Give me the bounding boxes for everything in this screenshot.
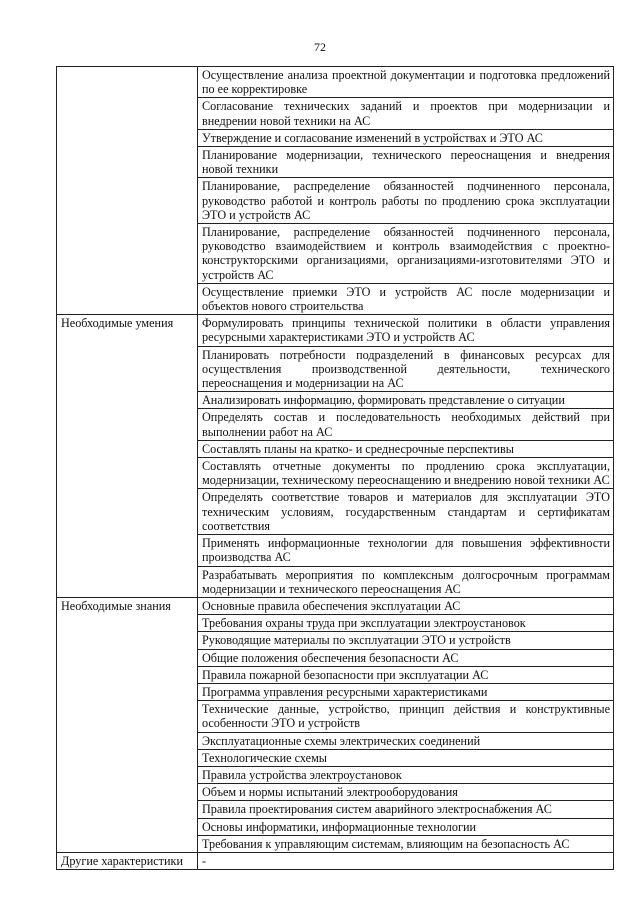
section-item: Утверждение и согласование изменений в устройствах и ЭТО АС xyxy=(198,129,614,146)
section-item: Формулировать принципы технической политики в области управления ресурсными характеристиками ЭТО и устройств АС xyxy=(198,315,614,346)
page-number: 72 xyxy=(314,40,326,54)
characteristics-table xyxy=(56,66,614,870)
section-item: Руководящие материалы по эксплуатации ЭТО и устройств xyxy=(198,632,614,649)
section-item: Применять информационные технологии для повышения эффективности производства АС xyxy=(198,535,614,566)
table-row xyxy=(57,852,614,869)
section-item: Требования к управляющим системам, влияющим на безопасность АС xyxy=(198,835,614,852)
section-label: Необходимые знания xyxy=(57,597,198,852)
section-item: Требования охраны труда при эксплуатации электроустановок xyxy=(198,615,614,632)
section-item: Технологические схемы xyxy=(198,749,614,766)
table-row xyxy=(57,315,614,346)
section-item: Объем и нормы испытаний электрооборудования xyxy=(198,784,614,801)
section-item: Правила устройства электроустановок xyxy=(198,766,614,783)
section-item: Технические данные, устройство, принцип действия и конструктивные особенности ЭТО и устройств xyxy=(198,701,614,732)
table-row xyxy=(57,597,614,614)
section-item: Правила пожарной безопасности при эксплуатации АС xyxy=(198,666,614,683)
section-item: Составлять отчетные документы по продлению срока эксплуатации, модернизации, техническому переоснащению и внедрению новой техники АС xyxy=(198,458,614,489)
section-label: Другие характеристики xyxy=(57,852,198,869)
section-item: Общие положения обеспечения безопасности АС xyxy=(198,649,614,666)
section-item: Планирование модернизации, технического переоснащения и внедрения новой техники xyxy=(198,147,614,178)
section-item: Планирование, распределение обязанностей подчиненного персонала, руководство взаимодействием и контроль взаимодействия с проектно-конструкторскими организациями, организациями-изготовителями ЭТО и устройств АС xyxy=(198,224,614,284)
section-item: Определять соответствие товаров и материалов для эксплуатации ЭТО техническим условиям, государственным стандартам и сертификатам соответствия xyxy=(198,489,614,535)
section-item: Осуществление приемки ЭТО и устройств АС после модернизации и объектов нового строительства xyxy=(198,283,614,314)
section-item: Анализировать информацию, формировать представление о ситуации xyxy=(198,392,614,409)
section-item: Составлять планы на кратко- и среднесрочные перспективы xyxy=(198,440,614,457)
section-item: Планировать потребности подразделений в финансовых ресурсах для осуществления производственной деятельности, технического переоснащения и модернизации на АС xyxy=(198,346,614,392)
section-item: Основные правила обеспечения эксплуатации АС xyxy=(198,597,614,614)
section-label xyxy=(57,67,198,315)
section-item: Разрабатывать мероприятия по комплексным долгосрочным программам модернизации и технического переоснащения АС xyxy=(198,566,614,597)
section-item: Правила проектирования систем аварийного электроснабжения АС xyxy=(198,801,614,818)
section-item: - xyxy=(198,852,614,869)
table-row xyxy=(57,67,614,98)
section-item: Программа управления ресурсными характеристиками xyxy=(198,683,614,700)
section-item: Согласование технических заданий и проектов при модернизации и внедрении новой техники на АС xyxy=(198,98,614,129)
section-item: Эксплуатационные схемы электрических соединений xyxy=(198,732,614,749)
section-item: Основы информатики, информационные технологии xyxy=(198,818,614,835)
section-label: Необходимые умения xyxy=(57,315,198,598)
section-item: Планирование, распределение обязанностей подчиненного персонала, руководство работой и контроль работы по продлению срока эксплуатации ЭТО и устройств АС xyxy=(198,178,614,224)
section-item: Определять состав и последовательность необходимых действий при выполнении работ на АС xyxy=(198,409,614,440)
section-item: Осуществление анализа проектной документации и подготовка предложений по ее корректировке xyxy=(198,67,614,98)
